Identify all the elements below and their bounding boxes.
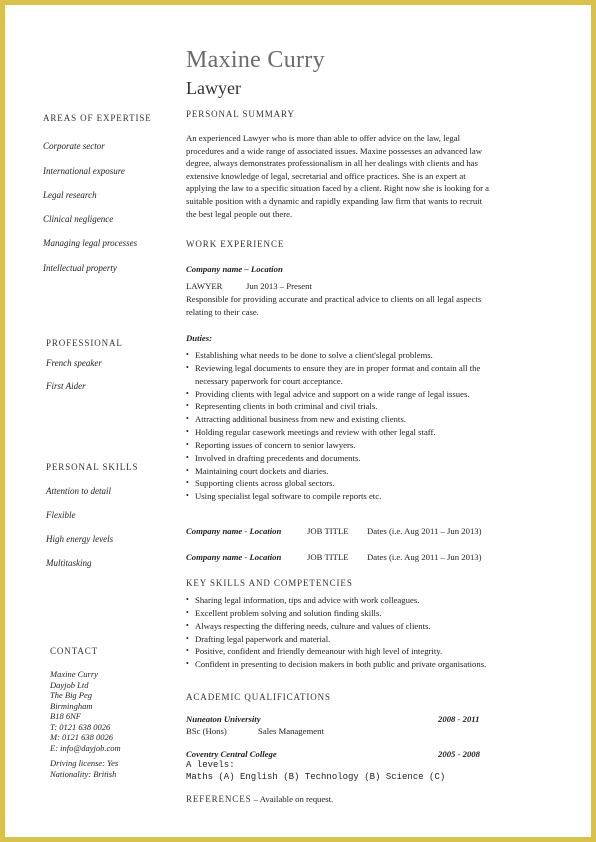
degree-subject: Sales Management <box>258 726 324 736</box>
duties-list <box>186 349 480 503</box>
duty-item: • Using specialist legal software to compile reports etc. <box>186 490 480 503</box>
summary-line: An experienced Lawyer who is more than able to offer advice on the law, legal <box>186 133 461 143</box>
summary-line: procedures and a wide range of associated issues. Maxine possesses an advanced law <box>186 145 482 156</box>
skill-item: • Drafting legal paperwork and material. <box>186 633 486 646</box>
summary-line: degree, always demonstrates professionalism in all her dealings with clients and has <box>186 158 478 169</box>
references-heading: REFERENCES <box>186 794 252 804</box>
company-location: Company name - Location <box>186 526 282 536</box>
key-skills-list <box>186 594 486 671</box>
job-dates-placeholder: Dates (i.e. Aug 2011 – Jun 2013) <box>367 552 482 562</box>
personal-skills-heading: PERSONAL SKILLS <box>46 462 139 472</box>
references-text: – Available on request. <box>253 794 334 804</box>
job-title: Lawyer <box>186 78 241 98</box>
job-dates-placeholder: Dates (i.e. Aug 2011 – Jun 2013) <box>367 526 482 536</box>
responsibility-line: relating to their case. <box>186 306 259 317</box>
references-line <box>186 794 333 804</box>
personal-skill: Attention to detail <box>46 486 111 496</box>
expertise-item: International exposure <box>43 166 125 176</box>
university-name: Nuneaton University <box>186 714 261 724</box>
company-location: Company name - Location <box>186 552 282 562</box>
duty-item: • Attracting additional business from new and existing clients. <box>186 413 480 426</box>
duty-item: • Reporting issues of concern to senior lawyers. <box>186 439 480 452</box>
summary-line: suitable position with a dynamic and rapidly expanding law firm that wants to recruit <box>186 195 483 206</box>
duty-item: • Holding regular casework meetings and review with other legal staff. <box>186 426 480 439</box>
contact-company: Dayjob Ltd <box>50 679 89 690</box>
university-dates: 2008 - 2011 <box>438 714 480 724</box>
driving-license: Driving license: Yes <box>50 758 119 768</box>
contact-address-line: The Big Peg <box>50 690 93 700</box>
duty-item: • Providing clients with legal advice and support on a wide range of legal issues. <box>186 388 480 401</box>
degree: BSc (Hons) <box>186 726 227 736</box>
work-heading: WORK EXPERIENCE <box>186 239 285 249</box>
college-dates: 2005 - 2008 <box>438 749 480 759</box>
duty-item-continuation: necessary paperwork for court acceptance. <box>195 375 343 386</box>
professional-item: French speaker <box>46 358 102 368</box>
personal-skill: Flexible <box>46 510 76 520</box>
resume-page <box>5 5 591 837</box>
skill-item: • Positive, confident and friendly demeanour with high level of integrity. <box>186 645 486 658</box>
duties-label: Duties: <box>186 333 213 343</box>
contact-block <box>50 669 121 779</box>
job-title-placeholder: JOB TITLE <box>307 552 349 562</box>
company-location: Company name – Location <box>186 264 283 274</box>
professional-heading: PROFESSIONAL <box>46 338 123 348</box>
duty-item: • Representing clients in both criminal and civil trials. <box>186 400 480 413</box>
summary-line: applying the law to a specific situation faced by a client. Right now she is looking for a <box>186 183 490 194</box>
nationality: Nationality: British <box>50 768 117 779</box>
expertise-item: Legal research <box>43 190 97 200</box>
professional-item: First Aider <box>46 381 86 391</box>
position-dates: Jun 2013 – Present <box>246 281 312 291</box>
duty-item: • Involved in drafting precedents and documents. <box>186 452 480 465</box>
a-levels-label: A levels: <box>186 760 235 770</box>
expertise-item: Clinical negligence <box>43 214 114 224</box>
contact-heading: CONTACT <box>50 646 99 656</box>
job-title-placeholder: JOB TITLE <box>307 526 349 536</box>
contact-mobile: M: 0121 638 0026 <box>50 732 114 742</box>
contact-telephone: T: 0121 638 0026 <box>50 721 111 732</box>
duty-item: • Supporting clients across global sectors. <box>186 477 480 490</box>
skill-item: • Excellent problem solving and solution finding skills. <box>186 607 486 620</box>
contact-name: Maxine Curry <box>50 669 98 679</box>
personal-skill: Multitasking <box>46 558 92 568</box>
expertise-heading: AREAS OF EXPERTISE <box>43 113 152 123</box>
summary-heading: PERSONAL SUMMARY <box>186 109 295 119</box>
a-levels-results: Maths (A) English (B) Technology (B) Science (C) <box>186 772 446 782</box>
contact-postcode: B18 6NF <box>50 711 81 721</box>
duty-item: • Maintaining court dockets and diaries. <box>186 465 480 478</box>
contact-city: Birmingham <box>50 700 93 711</box>
skill-item: • Confident in presenting to decision makers in both public and private organisations. <box>186 658 486 671</box>
personal-skill: High energy levels <box>46 534 114 544</box>
academic-heading: ACADEMIC QUALIFICATIONS <box>186 692 331 702</box>
expertise-item: Managing legal processes <box>43 238 138 248</box>
contact-email: E: info@dayjob.com <box>50 742 121 753</box>
expertise-item: Intellectual property <box>43 263 117 273</box>
position-title: LAWYER <box>186 281 223 291</box>
skill-item: • Always respecting the differing needs, culture and values of clients. <box>186 620 486 633</box>
summary-text <box>186 132 489 220</box>
college-name: Coventry Central College <box>186 749 277 759</box>
responsibility-text <box>186 293 481 318</box>
expertise-item: Corporate sector <box>43 141 105 151</box>
summary-line: extensive knowledge of legal, secretarial and office practices. She is an expert at <box>186 170 466 181</box>
candidate-name: Maxine Curry <box>186 47 325 73</box>
key-skills-heading: KEY SKILLS AND COMPETENCIES <box>186 578 353 588</box>
summary-line: the best legal people out there. <box>186 208 293 219</box>
duty-item: • Establishing what needs to be done to solve a client'slegal problems. <box>186 349 480 362</box>
duty-item: • Reviewing legal documents to ensure they are in proper format and contain all the <box>186 362 480 375</box>
skill-item: • Sharing legal information, tips and advice with work colleagues. <box>186 594 486 607</box>
responsibility-line: Responsible for providing accurate and practical advice to clients on all legal aspects <box>186 294 482 304</box>
